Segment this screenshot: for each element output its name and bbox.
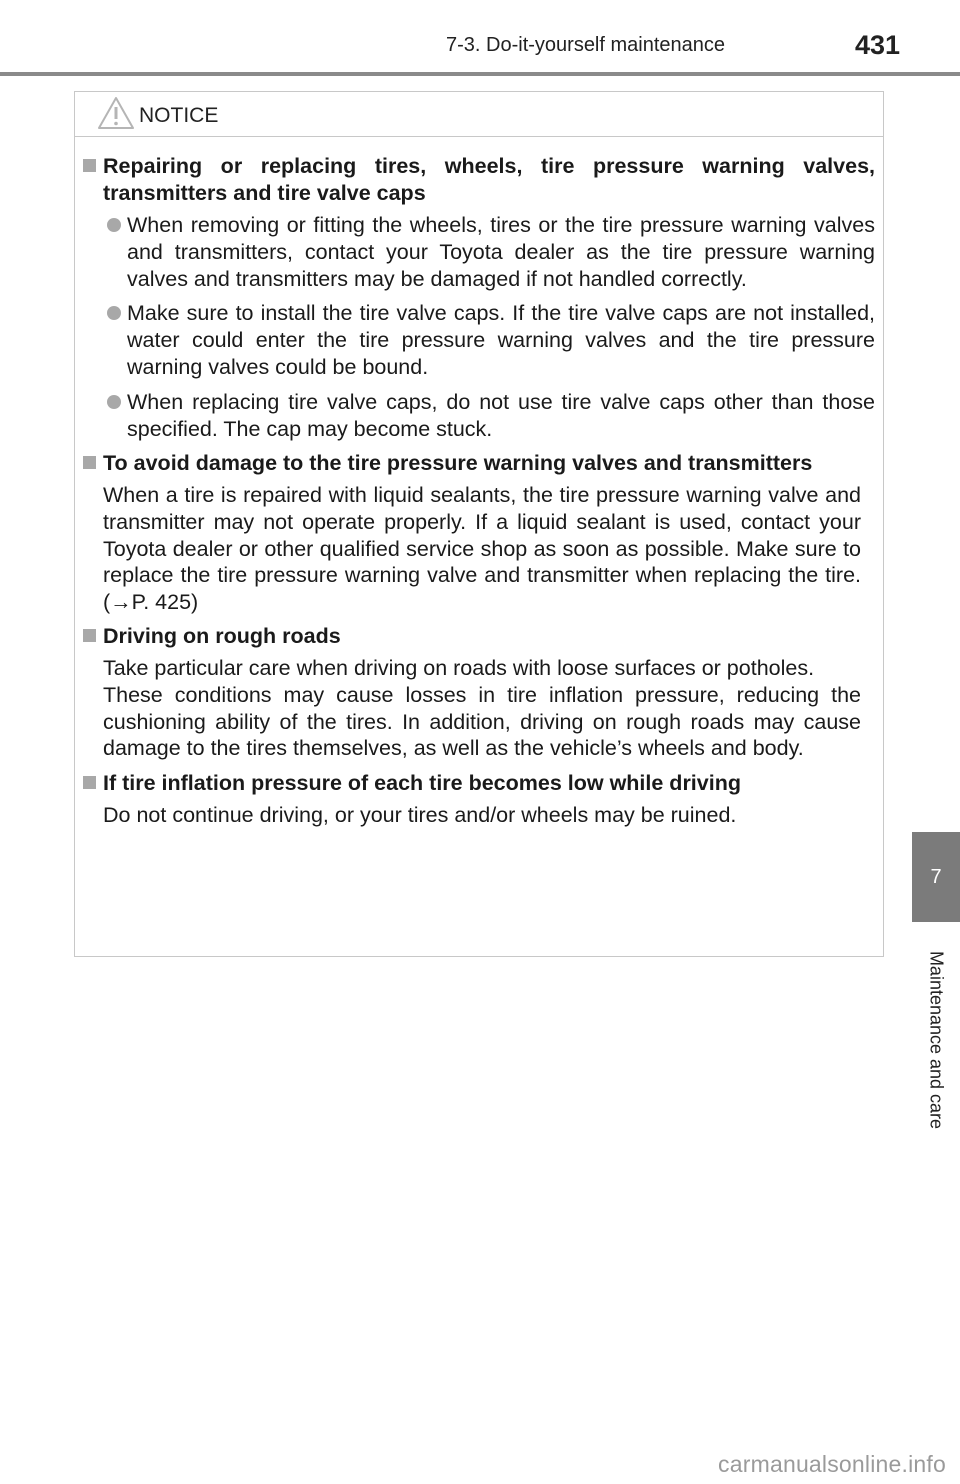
section-heading-text: To avoid damage to the tire pressure warning valves and transmitters [103,451,813,476]
section-heading [79,623,875,650]
section-heading-text: Driving on rough roads [103,624,341,649]
square-bullet-icon [83,159,96,172]
chapter-label: Maintenance and care [926,950,947,1130]
notice-body [75,137,883,828]
section-heading-text: Repairing or replacing tires, wheels, tire pressure warning valves, transmitters and tire valve caps [103,154,875,205]
section-heading-text: If tire inflation pressure of each tire becomes low while driving [103,770,741,795]
chapter-tab [912,832,960,922]
round-bullet-icon [107,395,121,409]
section-paragraph: These conditions may cause losses in tire inflation pressure, reducing the cushioning ability of the tires. In addition, driving on rough roads may cause damage to the tires themselves, as well as the vehicle’s wheels and body. [103,682,861,761]
square-bullet-icon [83,629,96,642]
section-paragraph: When a tire is repaired with liquid sealants, the tire pressure warning valve and transmitter may not operate properly. If a liquid sealant is used, contact your Toyota dealer or other qualified service shop as soon as possible. Make sure to replace the tire pressure warning valve and transmitter when replacing the tire. (→P. 425) [103,483,861,614]
square-bullet-icon [83,456,96,469]
watermark-text: carmanualsonline.info [718,1451,946,1477]
square-bullet-icon [83,776,96,789]
list-item [79,300,875,380]
list-item [79,212,875,292]
round-bullet-icon [107,306,121,320]
list-item-text: When removing or fitting the wheels, tires or the tire pressure warning valves and transmitters, contact your Toyota dealer as the tire pressure warning valves and transmitters may be damaged if not handled correctly. [127,213,875,291]
header-divider [0,72,960,76]
list-item-text: Make sure to install the tire valve caps. If the tire valve caps are not installed, water could enter the tire pressure warning valves and the tire pressure warning valves could be bound. [127,301,875,379]
warning-triangle-icon [97,96,135,130]
list-item-text: When replacing tire valve caps, do not use tire valve caps other than those specified. The cap may become stuck. [127,389,875,441]
round-bullet-icon [107,218,121,232]
list-item [79,389,875,443]
section-paragraph: Do not continue driving, or your tires and/or wheels may be ruined. [103,802,737,827]
notice-box [74,91,884,957]
section-heading [79,153,875,207]
chapter-number: 7 [930,865,942,888]
notice-title: NOTICE [139,104,219,127]
section-paragraph: Take particular care when driving on roads with loose surfaces or potholes. [103,656,815,681]
notice-header [75,92,883,137]
section-heading [79,450,875,477]
header-section-title: 7-3. Do-it-yourself maintenance [446,34,726,56]
section-heading [79,770,875,797]
page-number: 431 [854,30,900,60]
